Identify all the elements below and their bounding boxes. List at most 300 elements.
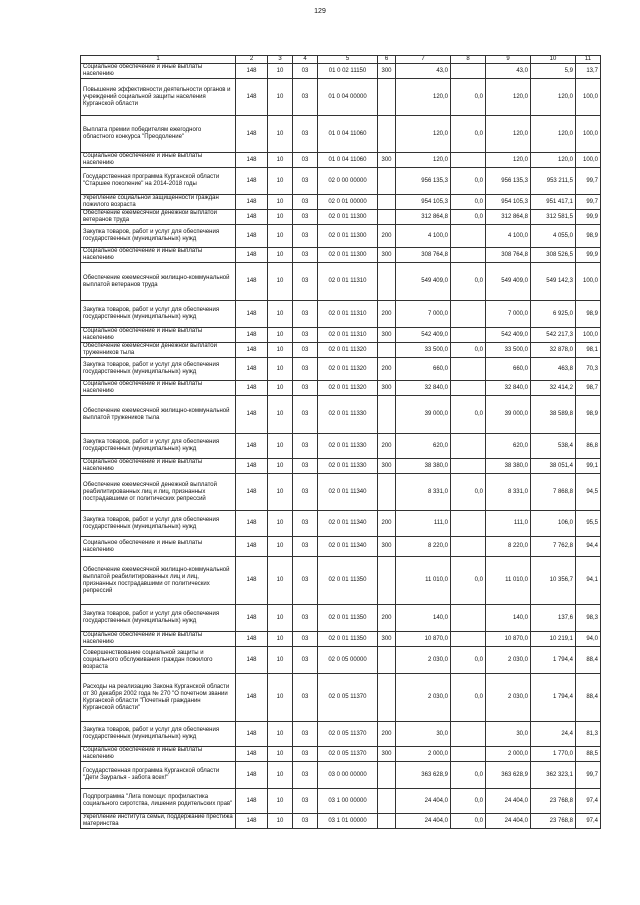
row-value-cell: 0,0	[451, 116, 486, 153]
row-value-cell	[378, 263, 396, 301]
row-value-cell: 4 100,0	[486, 225, 531, 248]
row-value-cell: 10	[268, 153, 293, 168]
row-value-cell: 10	[268, 79, 293, 116]
row-value-cell: 10	[268, 396, 293, 434]
row-value-cell: 951 417,1	[531, 195, 576, 210]
row-value-cell: 98,9	[576, 301, 601, 328]
row-value-cell: 100,0	[576, 153, 601, 168]
row-value-cell: 148	[236, 79, 268, 116]
row-value-cell: 02 0 01 11340	[318, 511, 378, 537]
row-value-cell: 200	[378, 511, 396, 537]
row-value-cell	[451, 632, 486, 647]
col-header: 2	[236, 56, 268, 64]
row-value-cell	[378, 557, 396, 605]
row-name-cell: Социальное обеспечение и иные выплаты населению	[81, 248, 236, 263]
row-name-cell: Обеспечение ежемесячной денежной выплатой ветеранов труда	[81, 210, 236, 225]
row-value-cell	[378, 79, 396, 116]
row-value-cell: 03	[293, 762, 318, 789]
row-value-cell: 300	[378, 459, 396, 474]
row-value-cell: 02 0 05 11370	[318, 674, 378, 722]
col-header: 1	[81, 56, 236, 64]
row-value-cell: 300	[378, 328, 396, 343]
row-name-cell: Закупка товаров, работ и услуг для обеспечения государственных (муниципальных) нужд	[81, 722, 236, 747]
row-value-cell: 308 526,5	[531, 248, 576, 263]
row-value-cell	[378, 674, 396, 722]
row-value-cell: 308 764,8	[486, 248, 531, 263]
row-value-cell: 03 1 00 00000	[318, 789, 378, 814]
row-value-cell: 03 0 00 00000	[318, 762, 378, 789]
table-row	[81, 511, 601, 537]
row-value-cell: 956 135,3	[486, 168, 531, 195]
row-value-cell: 02 0 01 11310	[318, 301, 378, 328]
row-value-cell: 97,4	[576, 789, 601, 814]
row-value-cell: 30,0	[396, 722, 451, 747]
row-name-cell: Закупка товаров, работ и услуг для обеспечения государственных (муниципальных) нужд	[81, 605, 236, 632]
row-value-cell: 03	[293, 343, 318, 358]
col-header: 10	[531, 56, 576, 64]
row-value-cell: 120,0	[396, 79, 451, 116]
row-value-cell: 02 0 01 11350	[318, 605, 378, 632]
row-value-cell: 0,0	[451, 343, 486, 358]
row-value-cell: 148	[236, 747, 268, 762]
row-name-cell: Обеспечение ежемесячной денежной выплатой труженников тыла	[81, 343, 236, 358]
row-value-cell: 0,0	[451, 647, 486, 674]
row-value-cell: 10	[268, 248, 293, 263]
row-value-cell: 02 0 05 00000	[318, 647, 378, 674]
row-value-cell: 1 794,4	[531, 647, 576, 674]
row-value-cell: 148	[236, 343, 268, 358]
row-value-cell: 8 331,0	[396, 474, 451, 511]
row-value-cell: 4 055,0	[531, 225, 576, 248]
row-value-cell: 02 0 01 11310	[318, 328, 378, 343]
row-value-cell: 98,9	[576, 225, 601, 248]
row-name-cell: Государственная программа Курганской области "Старшее поколение" на 2014-2018 годы	[81, 168, 236, 195]
row-value-cell: 03	[293, 358, 318, 381]
row-value-cell: 148	[236, 195, 268, 210]
table-row	[81, 647, 601, 674]
row-value-cell	[451, 328, 486, 343]
row-value-cell: 02 0 01 11320	[318, 358, 378, 381]
row-value-cell: 94,5	[576, 474, 601, 511]
row-value-cell: 03	[293, 814, 318, 829]
row-value-cell: 03	[293, 381, 318, 396]
row-value-cell: 03	[293, 605, 318, 632]
row-name-cell: Совершенствование социальной защиты и социального обслуживания граждан пожилого возраста	[81, 647, 236, 674]
row-name-cell: Укрепление социальной защищенности граждан пожилого возраста	[81, 195, 236, 210]
row-value-cell: 106,0	[531, 511, 576, 537]
row-value-cell: 200	[378, 434, 396, 459]
row-value-cell	[451, 64, 486, 79]
row-value-cell: 94,4	[576, 537, 601, 557]
row-value-cell: 10	[268, 537, 293, 557]
table-row	[81, 328, 601, 343]
row-value-cell: 148	[236, 605, 268, 632]
row-value-cell: 32 878,0	[531, 343, 576, 358]
row-value-cell: 03	[293, 168, 318, 195]
row-value-cell: 140,0	[396, 605, 451, 632]
row-value-cell: 03	[293, 511, 318, 537]
row-value-cell: 98,9	[576, 396, 601, 434]
row-value-cell: 95,5	[576, 511, 601, 537]
row-name-cell: Социальное обеспечение и иные выплаты населению	[81, 328, 236, 343]
row-value-cell: 2 000,0	[396, 747, 451, 762]
row-value-cell: 98,3	[576, 605, 601, 632]
row-value-cell: 148	[236, 116, 268, 153]
row-value-cell: 954 105,3	[486, 195, 531, 210]
row-value-cell: 03	[293, 301, 318, 328]
row-value-cell: 148	[236, 647, 268, 674]
row-value-cell: 02 0 01 00000	[318, 195, 378, 210]
row-value-cell: 100,0	[576, 263, 601, 301]
row-value-cell: 10	[268, 814, 293, 829]
row-value-cell: 02 0 01 11310	[318, 263, 378, 301]
row-value-cell: 10	[268, 64, 293, 79]
row-value-cell: 300	[378, 64, 396, 79]
table-row	[81, 225, 601, 248]
row-value-cell: 03	[293, 328, 318, 343]
row-name-cell: Обеспечение ежемесячной денежной выплатой реабилитированных лиц и лиц, признанных пострадавшими от политических репрессий	[81, 474, 236, 511]
row-value-cell	[451, 537, 486, 557]
row-value-cell: 33 500,0	[396, 343, 451, 358]
row-name-cell: Государственная программа Курганской области "Дети Зауралья - забота всех!"	[81, 762, 236, 789]
row-value-cell: 10	[268, 557, 293, 605]
row-name-cell: Подпрограмма "Лига помощи: профилактика социального сиротства, лишения родительских прав"	[81, 789, 236, 814]
row-value-cell: 0,0	[451, 674, 486, 722]
row-value-cell: 300	[378, 153, 396, 168]
row-name-cell: Закупка товаров, работ и услуг для обеспечения государственных (муниципальных) нужд	[81, 301, 236, 328]
row-value-cell: 24 404,0	[486, 814, 531, 829]
row-value-cell	[378, 210, 396, 225]
row-name-cell: Закупка товаров, работ и услуг для обеспечения государственных (муниципальных) нужд	[81, 225, 236, 248]
row-value-cell: 312 864,8	[396, 210, 451, 225]
row-value-cell: 148	[236, 762, 268, 789]
table-row	[81, 474, 601, 511]
row-value-cell: 0,0	[451, 210, 486, 225]
row-value-cell: 148	[236, 248, 268, 263]
row-value-cell: 300	[378, 248, 396, 263]
row-value-cell: 33 500,0	[486, 343, 531, 358]
row-name-cell: Социальное обеспечение и иные выплаты населению	[81, 153, 236, 168]
row-value-cell: 120,0	[396, 153, 451, 168]
row-value-cell: 120,0	[486, 79, 531, 116]
row-value-cell: 98,1	[576, 343, 601, 358]
row-value-cell: 03	[293, 459, 318, 474]
row-value-cell	[451, 301, 486, 328]
row-value-cell: 02 0 01 11350	[318, 557, 378, 605]
row-value-cell: 11 010,0	[486, 557, 531, 605]
row-name-cell: Расходы на реализацию Закона Курганской области от 30 декабря 2002 года № 270 "О почетном звании Курганской области "Почетный гражданин Курганской области"	[81, 674, 236, 722]
row-name-cell: Укрепление института семьи, поддержание престижа материнства	[81, 814, 236, 829]
row-value-cell: 549 409,0	[396, 263, 451, 301]
row-name-cell: Закупка товаров, работ и услуг для обеспечения государственных (муниципальных) нужд	[81, 358, 236, 381]
table-row	[81, 722, 601, 747]
row-value-cell: 300	[378, 381, 396, 396]
row-value-cell	[378, 474, 396, 511]
row-value-cell: 312 581,5	[531, 210, 576, 225]
page-number: 129	[314, 8, 326, 15]
row-value-cell: 10	[268, 459, 293, 474]
row-value-cell: 148	[236, 328, 268, 343]
row-name-cell: Выплата премии победителям ежегодного областного конкурса "Преодоление"	[81, 116, 236, 153]
row-value-cell: 6 925,0	[531, 301, 576, 328]
row-name-cell: Закупка товаров, работ и услуг для обеспечения государственных (муниципальных) нужд	[81, 511, 236, 537]
row-value-cell: 148	[236, 459, 268, 474]
row-value-cell: 30,0	[486, 722, 531, 747]
row-value-cell: 39 000,0	[486, 396, 531, 434]
row-value-cell: 43,0	[396, 64, 451, 79]
table-row	[81, 747, 601, 762]
row-name-cell: Закупка товаров, работ и услуг для обеспечения государственных (муниципальных) нужд	[81, 434, 236, 459]
table-row	[81, 358, 601, 381]
row-value-cell: 954 105,3	[396, 195, 451, 210]
row-value-cell	[378, 195, 396, 210]
col-header: 9	[486, 56, 531, 64]
row-value-cell: 148	[236, 511, 268, 537]
col-header: 3	[268, 56, 293, 64]
row-value-cell: 02 0 01 11330	[318, 459, 378, 474]
table-row	[81, 210, 601, 225]
row-value-cell: 10 870,0	[396, 632, 451, 647]
row-value-cell: 03	[293, 537, 318, 557]
table-row	[81, 79, 601, 116]
row-value-cell: 362 323,1	[531, 762, 576, 789]
row-value-cell	[378, 168, 396, 195]
row-value-cell	[451, 225, 486, 248]
row-value-cell: 300	[378, 537, 396, 557]
col-header: 5	[318, 56, 378, 64]
row-value-cell: 120,0	[531, 79, 576, 116]
row-value-cell: 38 589,8	[531, 396, 576, 434]
row-value-cell	[378, 116, 396, 153]
row-value-cell: 38 380,0	[396, 459, 451, 474]
row-value-cell: 660,0	[486, 358, 531, 381]
row-value-cell: 956 135,3	[396, 168, 451, 195]
row-value-cell: 148	[236, 674, 268, 722]
row-value-cell: 549 409,0	[486, 263, 531, 301]
row-value-cell: 4 100,0	[396, 225, 451, 248]
row-value-cell: 02 0 01 11340	[318, 474, 378, 511]
row-value-cell: 02 0 01 11320	[318, 381, 378, 396]
header-row	[81, 56, 601, 64]
row-value-cell: 03	[293, 396, 318, 434]
row-value-cell: 10	[268, 343, 293, 358]
row-name-cell: Социальное обеспечение и иные выплаты населению	[81, 459, 236, 474]
row-value-cell: 11 010,0	[396, 557, 451, 605]
row-value-cell: 8 220,0	[396, 537, 451, 557]
row-value-cell: 02 0 00 00000	[318, 168, 378, 195]
row-value-cell: 148	[236, 434, 268, 459]
row-value-cell: 88,4	[576, 647, 601, 674]
row-value-cell: 100,0	[576, 116, 601, 153]
row-value-cell: 148	[236, 557, 268, 605]
row-name-cell: Социальное обеспечение и иные выплаты населению	[81, 632, 236, 647]
col-header: 7	[396, 56, 451, 64]
row-value-cell: 43,0	[486, 64, 531, 79]
row-value-cell	[451, 605, 486, 632]
row-name-cell: Социальное обеспечение и иные выплаты населению	[81, 537, 236, 557]
table-row	[81, 537, 601, 557]
table-row	[81, 459, 601, 474]
table-row	[81, 674, 601, 722]
table-row	[81, 153, 601, 168]
row-value-cell: 10 219,1	[531, 632, 576, 647]
row-value-cell: 120,0	[531, 153, 576, 168]
row-value-cell: 38 051,4	[531, 459, 576, 474]
row-value-cell: 200	[378, 722, 396, 747]
row-value-cell: 39 000,0	[396, 396, 451, 434]
col-header: 6	[378, 56, 396, 64]
row-name-cell: Обеспечение ежемесячной жилищно-коммунальной выплатой реабилитированных лиц и лиц, признанных пострадавшими от политических репрессий	[81, 557, 236, 605]
table-row	[81, 64, 601, 79]
row-value-cell: 02 0 01 11350	[318, 632, 378, 647]
row-value-cell: 100,0	[576, 79, 601, 116]
row-name-cell: Обеспечение ежемесячной жилищно-коммунальной выплатой тружеников тыла	[81, 396, 236, 434]
row-value-cell: 148	[236, 263, 268, 301]
row-value-cell: 32 840,0	[396, 381, 451, 396]
table-row	[81, 168, 601, 195]
row-value-cell: 94,0	[576, 632, 601, 647]
row-value-cell: 0,0	[451, 195, 486, 210]
row-value-cell: 10	[268, 301, 293, 328]
row-value-cell	[451, 434, 486, 459]
row-value-cell: 200	[378, 605, 396, 632]
row-value-cell: 10	[268, 116, 293, 153]
table-row	[81, 557, 601, 605]
row-value-cell: 10	[268, 195, 293, 210]
row-value-cell	[378, 814, 396, 829]
row-value-cell: 03	[293, 210, 318, 225]
row-value-cell: 10 356,7	[531, 557, 576, 605]
row-value-cell: 148	[236, 722, 268, 747]
row-value-cell	[451, 153, 486, 168]
row-value-cell: 148	[236, 381, 268, 396]
row-value-cell: 23 768,8	[531, 789, 576, 814]
table-row	[81, 762, 601, 789]
row-value-cell	[378, 762, 396, 789]
row-value-cell: 148	[236, 537, 268, 557]
row-value-cell: 0,0	[451, 168, 486, 195]
row-value-cell	[451, 459, 486, 474]
row-value-cell: 10	[268, 789, 293, 814]
table-row	[81, 814, 601, 829]
row-value-cell: 0,0	[451, 263, 486, 301]
row-value-cell: 660,0	[396, 358, 451, 381]
row-value-cell: 148	[236, 789, 268, 814]
row-value-cell: 02 0 01 11300	[318, 225, 378, 248]
row-value-cell: 02 0 05 11370	[318, 722, 378, 747]
row-value-cell: 03	[293, 195, 318, 210]
row-value-cell: 10	[268, 263, 293, 301]
row-value-cell: 03	[293, 248, 318, 263]
row-value-cell: 02 0 01 11300	[318, 248, 378, 263]
row-value-cell	[451, 358, 486, 381]
row-value-cell: 363 628,9	[486, 762, 531, 789]
table-row	[81, 396, 601, 434]
row-value-cell: 148	[236, 814, 268, 829]
row-value-cell: 0,0	[451, 557, 486, 605]
row-value-cell: 463,8	[531, 358, 576, 381]
row-value-cell: 02 0 01 11340	[318, 537, 378, 557]
row-value-cell: 542 217,3	[531, 328, 576, 343]
row-value-cell: 97,4	[576, 814, 601, 829]
table-row	[81, 434, 601, 459]
table-row	[81, 263, 601, 301]
row-value-cell: 148	[236, 225, 268, 248]
row-value-cell: 2 030,0	[486, 674, 531, 722]
row-value-cell: 99,7	[576, 762, 601, 789]
row-value-cell: 200	[378, 358, 396, 381]
row-value-cell: 13,7	[576, 64, 601, 79]
row-value-cell: 03	[293, 263, 318, 301]
row-value-cell: 03	[293, 557, 318, 605]
row-value-cell: 03	[293, 79, 318, 116]
row-value-cell: 148	[236, 396, 268, 434]
row-value-cell	[451, 381, 486, 396]
row-value-cell: 02 0 01 11320	[318, 343, 378, 358]
row-name-cell: Социальное обеспечение и иные выплаты населению	[81, 64, 236, 79]
row-value-cell: 99,9	[576, 210, 601, 225]
row-value-cell: 2 030,0	[396, 647, 451, 674]
table-row	[81, 116, 601, 153]
row-value-cell: 148	[236, 168, 268, 195]
row-value-cell: 148	[236, 358, 268, 381]
row-value-cell: 03	[293, 789, 318, 814]
row-value-cell: 10	[268, 168, 293, 195]
row-value-cell: 7 868,8	[531, 474, 576, 511]
row-value-cell: 8 220,0	[486, 537, 531, 557]
row-name-cell: Социальное обеспечение и иные выплаты населению	[81, 381, 236, 396]
col-header: 11	[576, 56, 601, 64]
row-value-cell: 549 142,3	[531, 263, 576, 301]
row-value-cell: 94,1	[576, 557, 601, 605]
row-value-cell: 03 1 01 00000	[318, 814, 378, 829]
table-row	[81, 343, 601, 358]
row-value-cell: 03	[293, 722, 318, 747]
row-value-cell: 03	[293, 153, 318, 168]
row-value-cell: 81,3	[576, 722, 601, 747]
row-value-cell: 120,0	[486, 116, 531, 153]
row-value-cell: 99,7	[576, 168, 601, 195]
row-value-cell: 10	[268, 647, 293, 674]
row-value-cell: 148	[236, 632, 268, 647]
row-value-cell: 538,4	[531, 434, 576, 459]
row-value-cell: 7 000,0	[486, 301, 531, 328]
row-value-cell: 02 0 01 11330	[318, 434, 378, 459]
row-value-cell: 24 404,0	[396, 814, 451, 829]
row-value-cell: 120,0	[396, 116, 451, 153]
row-value-cell: 03	[293, 632, 318, 647]
row-value-cell	[451, 722, 486, 747]
row-value-cell: 24,4	[531, 722, 576, 747]
row-value-cell: 10	[268, 605, 293, 632]
row-value-cell: 148	[236, 301, 268, 328]
row-value-cell	[451, 747, 486, 762]
row-value-cell: 88,4	[576, 674, 601, 722]
table-row	[81, 789, 601, 814]
row-value-cell: 70,3	[576, 358, 601, 381]
row-name-cell: Обеспечение ежемесячной жилищно-коммунальной выплатой ветеранов труда	[81, 263, 236, 301]
row-value-cell: 03	[293, 647, 318, 674]
row-value-cell: 10	[268, 747, 293, 762]
row-value-cell: 148	[236, 64, 268, 79]
row-value-cell: 24 404,0	[396, 789, 451, 814]
row-value-cell: 111,0	[486, 511, 531, 537]
row-value-cell: 100,0	[576, 328, 601, 343]
row-value-cell: 23 768,8	[531, 814, 576, 829]
row-value-cell: 312 864,8	[486, 210, 531, 225]
row-value-cell: 111,0	[396, 511, 451, 537]
row-value-cell	[451, 511, 486, 537]
